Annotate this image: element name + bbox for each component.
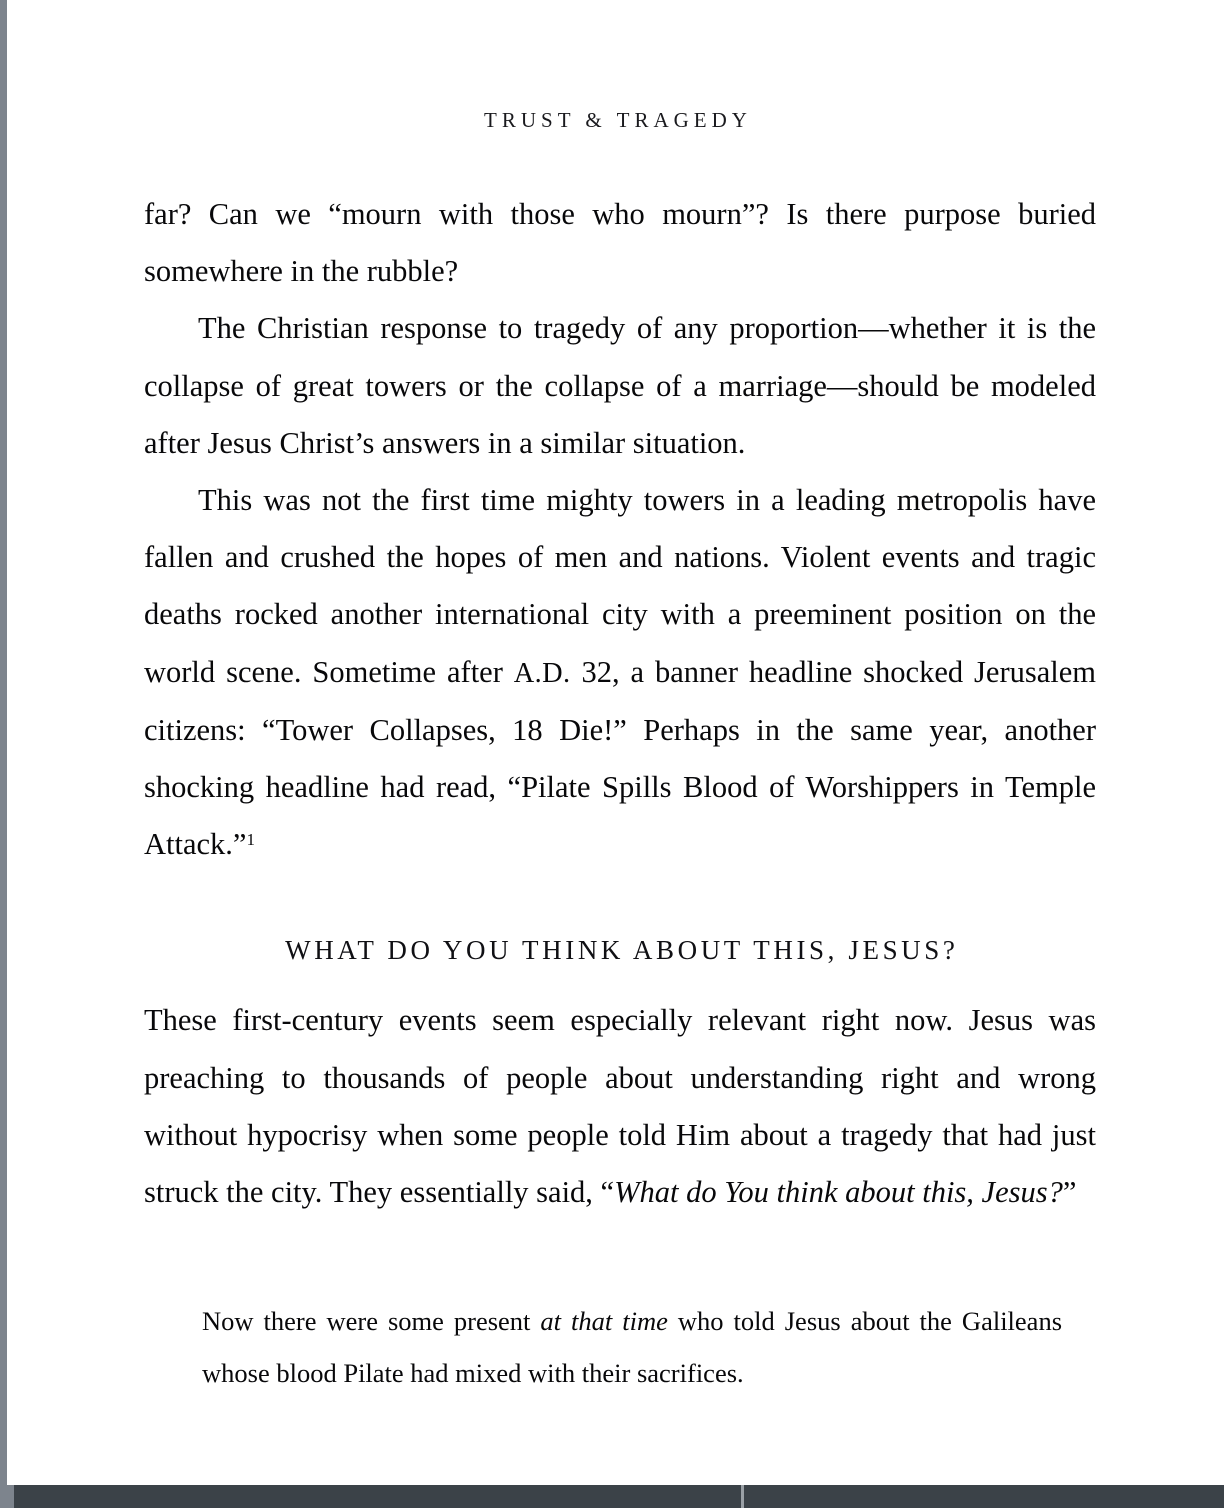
- scripture-italic-phrase: at that time: [540, 1306, 668, 1337]
- footnote-marker[interactable]: 1: [246, 830, 256, 850]
- era-abbreviation: A.D.: [513, 657, 571, 689]
- paragraph-1: far? Can we “mourn with those who mourn”? Is there purpose buried somewhere in the rubble?: [144, 197, 1096, 289]
- page-seam-marker: [741, 1485, 744, 1508]
- book-page: [7, 0, 1224, 1485]
- bottom-bar-left-edge: [7, 1485, 14, 1508]
- paragraph-3-part-2: 32, a banner headline shocked Jerusalem citizens: “Tower Collapses, 18 Die!” Perhaps in the same year, another shocking headline had read, “Pilate Spills Blood of Worshippers in Temple Attack.”: [144, 654, 1096, 862]
- paragraph-3-part-1: This was not the first time mighty towers in a leading metropolis have fallen and crushed the hopes of men and nations. Violent events and tragic deaths rocked another international city with a preeminent position on the world scene. Sometime after: [144, 483, 1096, 689]
- paragraph-3: [144, 472, 1096, 873]
- paragraph-4-part-2: ”: [1062, 1175, 1077, 1210]
- scripture-text: [202, 1295, 1062, 1399]
- scripture-part-2: who told Jesus about the Galileans whose blood Pilate had mixed with their sacrifices.: [202, 1306, 1063, 1389]
- quoted-question-italic: What do You think about this, Jesus?: [614, 1175, 1063, 1210]
- paragraph-4-part-1: These first-century events seem especially relevant right now. Jesus was preaching to thousands of people about understanding right and wrong without hypocrisy when some people told Him about a tragedy that had just struck the city. They essentially said, “: [144, 1003, 1096, 1210]
- paragraph-4: [144, 992, 1096, 1221]
- paragraph-2: The Christian response to tragedy of any proportion—whether it is the collapse of great towers or the collapse of a marriage—should be modeled after Jesus Christ’s answers in a similar situation.: [144, 311, 1096, 460]
- running-head: TRUST & TRAGEDY: [484, 108, 752, 132]
- viewer-bottom-bar[interactable]: [7, 1485, 1224, 1508]
- scripture-blockquote: [144, 1221, 1096, 1399]
- scripture-part-1: Now there were some present: [202, 1306, 541, 1337]
- text-column: [144, 186, 1096, 1399]
- section-heading: WHAT DO YOU THINK ABOUT THIS, JESUS?: [285, 935, 959, 966]
